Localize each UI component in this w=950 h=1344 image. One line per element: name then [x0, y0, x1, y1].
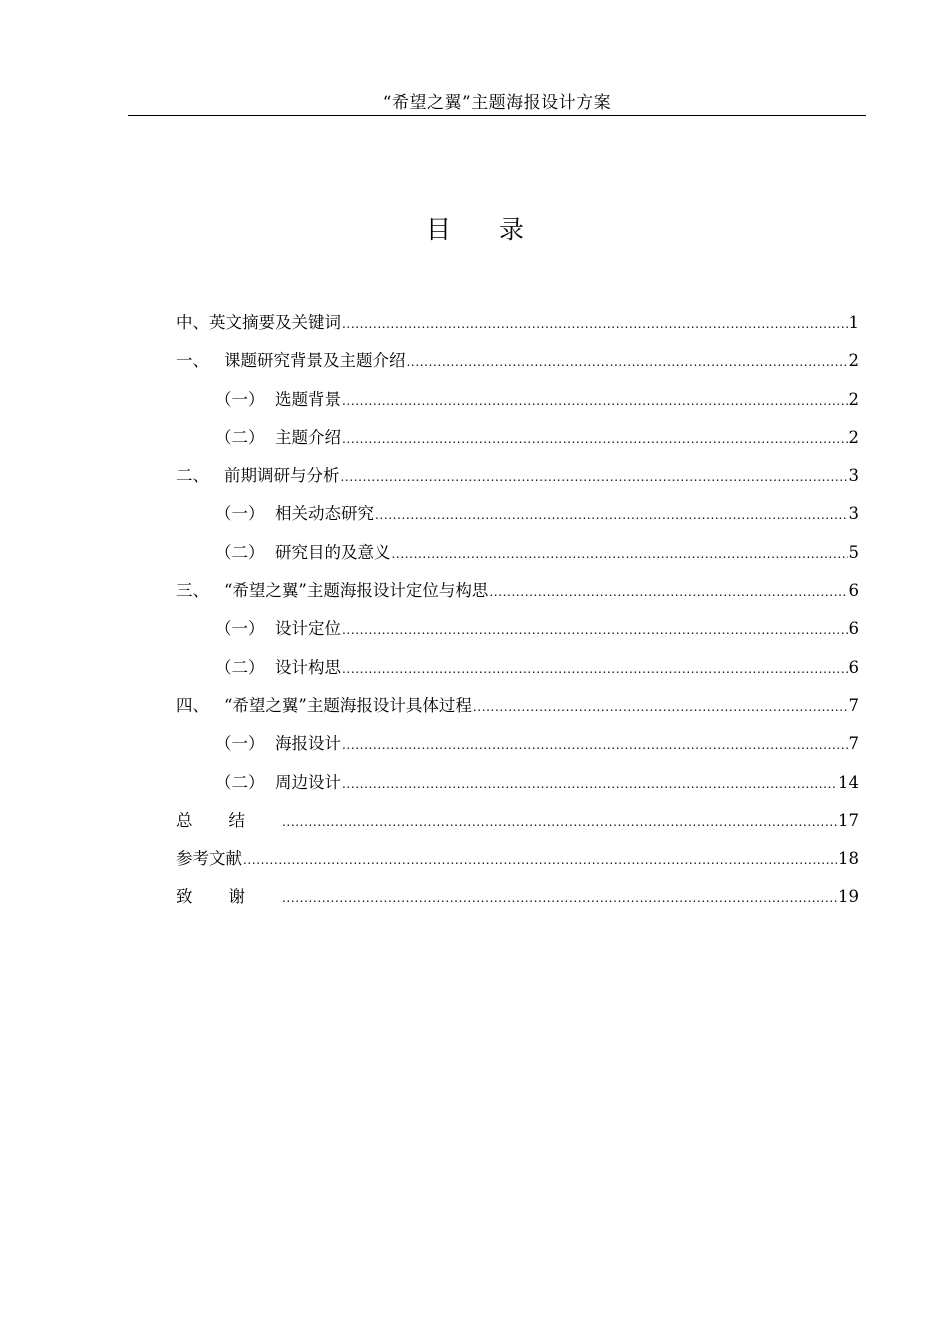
toc-entry-page: 14	[838, 772, 859, 792]
toc-entry-page: 2	[848, 389, 859, 409]
toc-entry-page: 2	[848, 427, 859, 447]
toc-entry-number: （二）	[215, 772, 265, 792]
toc-entry-chapter-3[interactable]	[176, 576, 859, 614]
toc-leader-dots	[342, 615, 848, 645]
toc-entry-acknowledgements[interactable]	[176, 882, 859, 920]
header-rule	[128, 115, 866, 116]
toc-entry-references[interactable]	[176, 844, 859, 882]
toc-entry-label: 主题介绍	[275, 427, 341, 447]
toc-leader-dots	[473, 692, 848, 722]
toc-entry-page: 19	[838, 887, 859, 907]
toc-leader-dots	[341, 462, 848, 492]
toc-entry-summary[interactable]	[176, 806, 859, 844]
toc-entry-page: 17	[838, 810, 859, 830]
toc-entry-number: （一）	[215, 389, 265, 409]
toc-leader-dots	[375, 500, 848, 530]
toc-leader-dots	[342, 309, 848, 339]
toc-entry-chapter-1[interactable]	[176, 346, 859, 384]
toc-entry-page: 1	[848, 313, 859, 332]
toc-entry-number: 二、	[176, 466, 209, 486]
toc-entry-label: 总结	[176, 810, 281, 830]
toc-leader-dots	[392, 539, 848, 569]
toc-entry-number: （一）	[215, 619, 265, 639]
toc-entry-number: 一、	[176, 351, 209, 371]
toc-entry-chapter-4[interactable]	[176, 691, 859, 729]
toc-entry-page: 2	[848, 351, 859, 371]
toc-title-char-1: 目	[425, 215, 451, 244]
toc-entry-label: “希望之翼”主题海报设计定位与构思	[224, 581, 489, 601]
toc-entry-label: “希望之翼”主题海报设计具体过程	[224, 695, 472, 715]
toc-list	[176, 308, 859, 921]
toc-entry-number: （二）	[215, 542, 265, 562]
toc-entry-number: （一）	[215, 734, 265, 754]
toc-entry-section-4-1[interactable]	[176, 729, 859, 767]
toc-entry-label: 研究目的及意义	[275, 542, 391, 562]
toc-entry-section-4-2[interactable]	[176, 768, 859, 806]
toc-entry-label: 课题研究背景及主题介绍	[224, 351, 406, 371]
toc-entry-label: 设计构思	[275, 657, 341, 677]
toc-entry-number: 三、	[176, 581, 209, 601]
toc-entry-page: 18	[838, 849, 859, 869]
toc-title-char-2: 录	[499, 215, 525, 244]
toc-entry-section-1-2[interactable]	[176, 423, 859, 461]
toc-leader-dots	[342, 424, 848, 454]
toc-entry-section-2-1[interactable]	[176, 499, 859, 537]
toc-entry-page: 5	[848, 542, 859, 562]
toc-leader-dots	[342, 769, 837, 799]
toc-entry-page: 6	[848, 619, 859, 639]
toc-entry-section-2-2[interactable]	[176, 538, 859, 576]
toc-entry-number: （二）	[215, 427, 265, 447]
toc-leader-dots	[243, 845, 837, 875]
toc-entry-number: （一）	[215, 504, 265, 524]
toc-entry-label: 设计定位	[275, 619, 341, 639]
toc-entry-page: 3	[848, 466, 859, 486]
toc-entry-label: 海报设计	[275, 734, 341, 754]
toc-leader-dots	[282, 883, 837, 913]
toc-leader-dots	[407, 347, 848, 377]
toc-entry-label: 致谢	[176, 887, 281, 907]
toc-leader-dots	[342, 730, 848, 760]
toc-leader-dots	[282, 807, 837, 837]
toc-entry-number: （二）	[215, 657, 265, 677]
toc-leader-dots	[342, 386, 848, 416]
toc-entry-label: 前期调研与分析	[224, 466, 340, 486]
running-header: “希望之翼”主题海报设计方案	[382, 93, 612, 113]
toc-leader-dots	[342, 654, 848, 684]
toc-entry-page: 6	[848, 581, 859, 601]
toc-entry-abstract[interactable]	[176, 308, 859, 346]
toc-entry-section-1-1[interactable]	[176, 385, 859, 423]
toc-entry-chapter-2[interactable]	[176, 461, 859, 499]
toc-entry-label: 相关动态研究	[275, 504, 374, 524]
toc-entry-page: 6	[848, 657, 859, 677]
toc-entry-label: 选题背景	[275, 389, 341, 409]
toc-title	[0, 212, 950, 248]
toc-entry-section-3-2[interactable]	[176, 653, 859, 691]
toc-leader-dots	[489, 577, 847, 607]
toc-entry-label: 参考文献	[176, 849, 242, 869]
toc-entry-section-3-1[interactable]	[176, 614, 859, 652]
toc-entry-page: 3	[848, 504, 859, 524]
toc-entry-label: 周边设计	[275, 772, 341, 792]
toc-entry-page: 7	[848, 734, 859, 754]
toc-entry-number: 四、	[176, 695, 209, 715]
toc-entry-label: 中、英文摘要及关键词	[176, 313, 341, 332]
toc-entry-page: 7	[848, 695, 859, 715]
